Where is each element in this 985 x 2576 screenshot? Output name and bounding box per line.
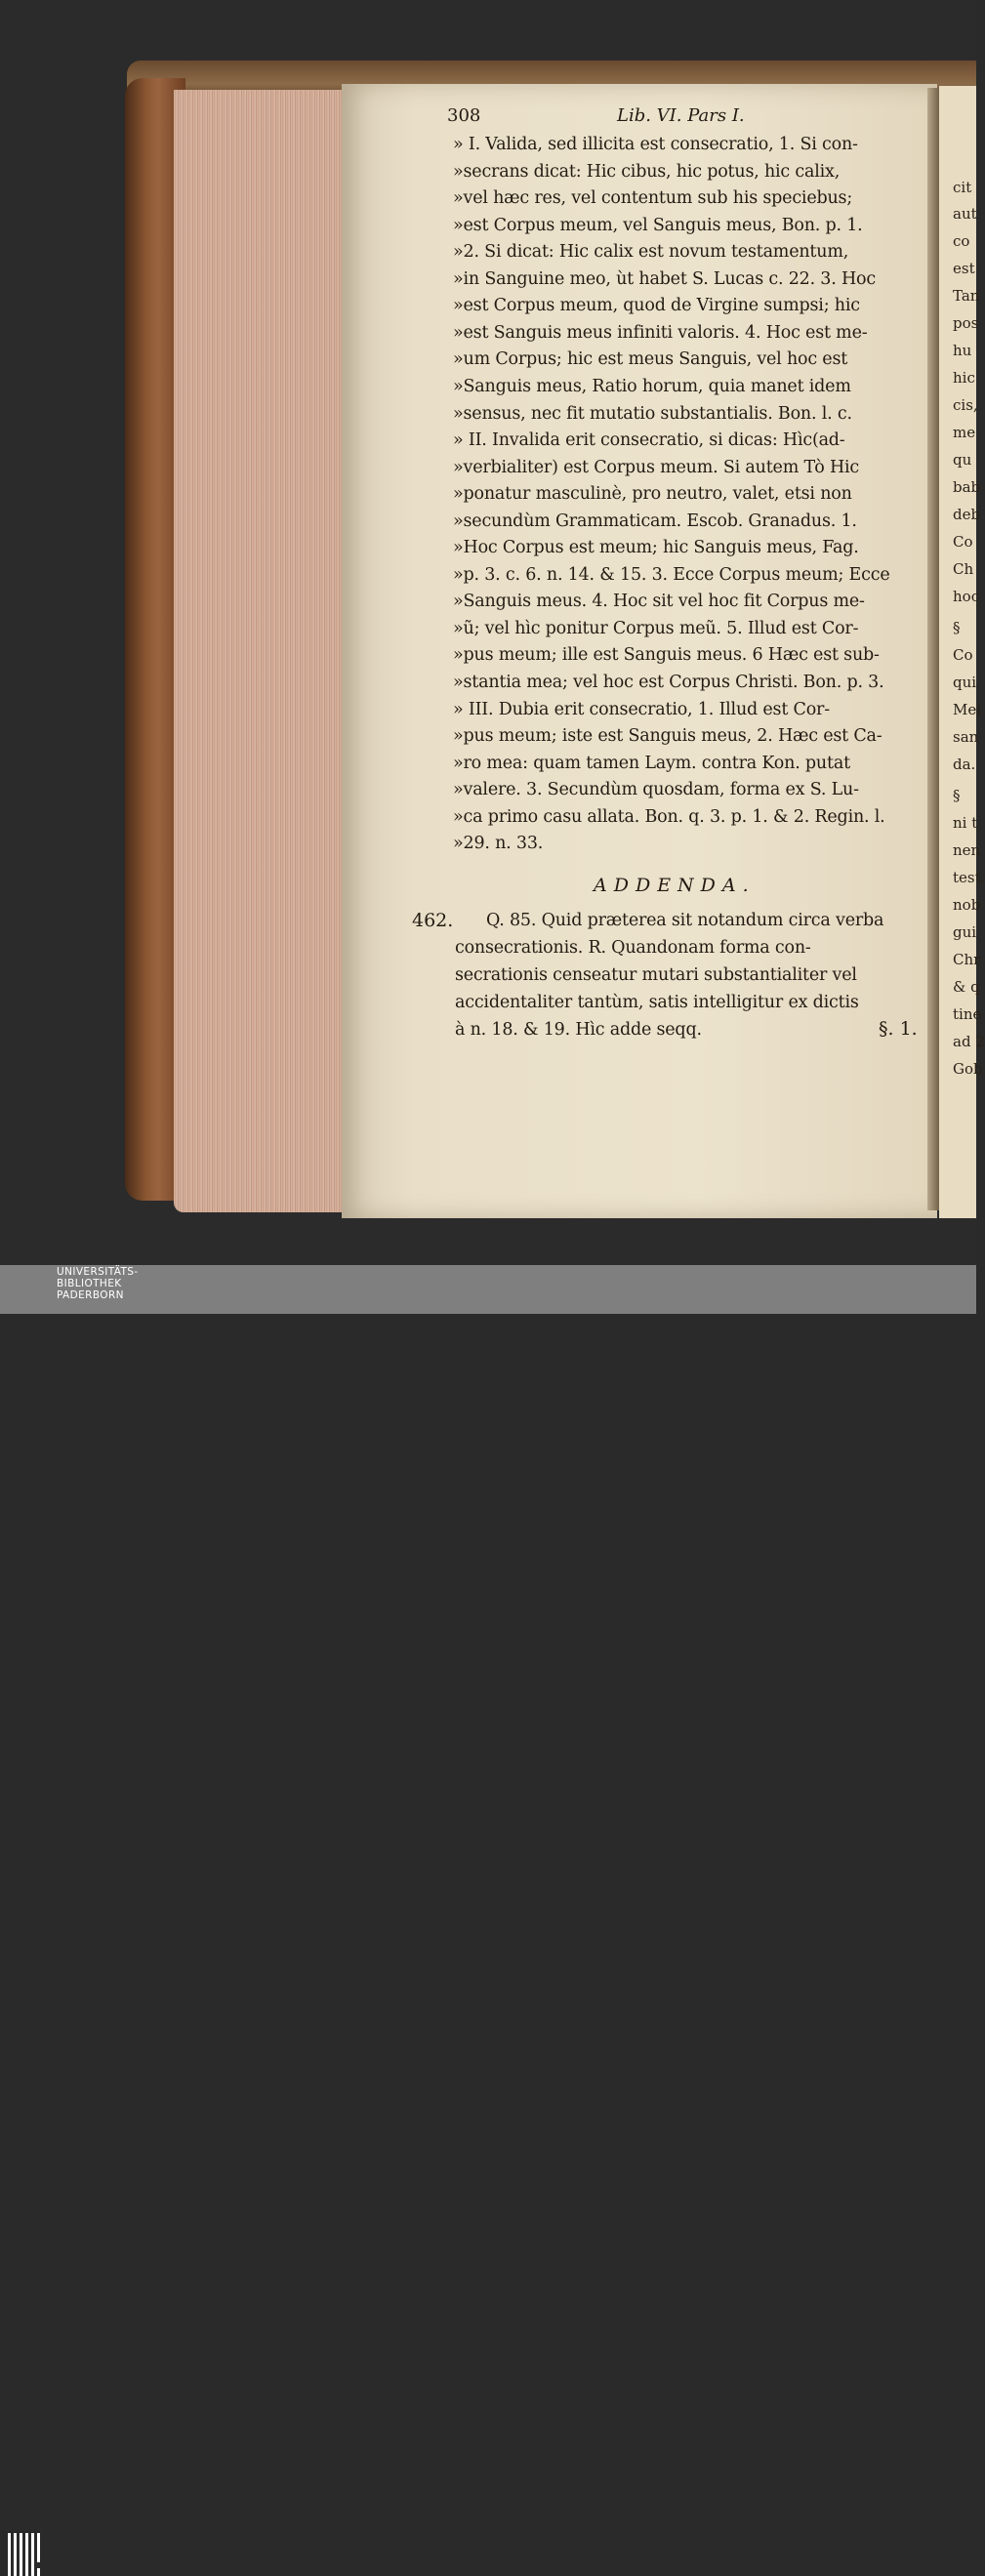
footer-bar — [0, 1265, 976, 1314]
signature-mark: §. 1. — [879, 1018, 918, 1040]
facing-page-fragment: cis, — [953, 396, 978, 414]
paragraph-number: 462. — [412, 910, 454, 931]
text-line: »2. Si dicat: Hic calix est novum testamentum, — [453, 242, 849, 263]
facing-page-fragment: tine — [953, 1005, 982, 1023]
text-line: » II. Invalida erit consecratio, si dicas: Hìc(ad- — [453, 430, 845, 451]
facing-page-fragment: ni t — [953, 814, 978, 832]
facing-page-fragment: deb — [953, 506, 981, 523]
facing-page-fragment: Co — [953, 533, 973, 551]
facing-page-fragment: gui — [953, 923, 977, 941]
library-logo-icon — [8, 2533, 49, 2576]
text-line: »Sanguis meus. 4. Hoc sit vel hoc fit Corpus me- — [453, 592, 865, 612]
text-line: »est Corpus meum, vel Sanguis meus, Bon. p. 1. — [453, 215, 863, 235]
facing-page-fragment: ad 2 — [953, 1033, 985, 1050]
text-line: »sensus, nec fit mutatio substantialis. Bon. l. c. — [453, 403, 852, 424]
text-line: »p. 3. c. 6. n. 14. & 15. 3. Ecce Corpus meum; Ecce — [453, 564, 890, 585]
addenda-heading: ADDENDA. — [594, 875, 756, 896]
facing-page-fragment: da. — [953, 756, 976, 773]
facing-page-fragment: hu — [953, 342, 972, 359]
facing-page-fragment: § — [953, 619, 961, 636]
text-line: »stantia mea; vel hoc est Corpus Christi. Bon. p. 3. — [453, 673, 884, 692]
facing-page-fragment: cit — [953, 179, 972, 196]
text-line: »pus meum; iste est Sanguis meus, 2. Hæc est Ca- — [453, 726, 882, 747]
text-line: »valere. 3. Secundùm quosdam, forma ex S. Lu- — [453, 780, 859, 800]
facing-page-fragment: Co — [953, 646, 973, 664]
facing-page-fragment: nen — [953, 841, 981, 859]
library-name-line3: PADERBORN — [57, 1289, 124, 1301]
facing-page-fragment: Gob — [953, 1060, 983, 1078]
facing-page-fragment: pos — [953, 314, 979, 332]
facing-page-fragment: hic — [953, 369, 975, 387]
text-line: »in Sanguine meo, ùt habet S. Lucas c. 22. 3. Hoc — [453, 268, 876, 289]
text-line: » III. Dubia erit consecratio, 1. Illud est Cor- — [453, 699, 830, 719]
text-line: »secrans dicat: Hic cibus, hic potus, hic calix, — [453, 161, 841, 182]
facing-page-fragment: est — [953, 260, 975, 277]
text-line: »est Sanguis meus infiniti valoris. 4. Hoc est me- — [453, 322, 868, 343]
library-name-line1: UNIVERSITÄTS- — [57, 1266, 139, 1278]
facing-page-fragment: bab — [953, 478, 981, 496]
text-line: »secundùm Grammaticam. Escob. Granadus. 1. — [453, 511, 857, 531]
facing-page-fragment: qui — [953, 674, 977, 691]
facing-page-fragment: Chr — [953, 951, 981, 968]
text-line: »Hoc Corpus est meum; hic Sanguis meus, Fag. — [453, 538, 859, 558]
text-line: »um Corpus; hic est meus Sanguis, vel hoc est — [453, 349, 848, 370]
facing-page-fragment: me — [953, 424, 976, 441]
addenda-line: consecrationis. R. Quandonam forma con- — [455, 938, 811, 958]
library-name-line2: BIBLIOTHEK — [57, 1278, 122, 1289]
text-line: »ponatur masculinè, pro neutro, valet, etsi non — [453, 484, 852, 505]
text-line: »ro mea: quam tamen Laym. contra Kon. putat — [453, 753, 850, 773]
page-number: 308 — [447, 105, 481, 126]
text-line: »29. n. 33. — [453, 834, 544, 854]
text-line: »Sanguis meus, Ratio horum, quia manet idem — [453, 376, 851, 396]
text-line: »est Corpus meum, quod de Virgine sumpsi; hic — [453, 296, 860, 316]
facing-page-fragment: qu — [953, 451, 972, 469]
facing-page — [939, 86, 985, 1218]
page-edges — [174, 90, 349, 1212]
text-line: » I. Valida, sed illicita est consecratio, 1. Si con- — [453, 135, 858, 154]
running-head: Lib. VI. Pars I. — [617, 105, 745, 126]
addenda-line: secrationis censeatur mutari substantialiter vel — [455, 965, 857, 985]
facing-page-fragment: test. — [953, 869, 985, 886]
facing-page-fragment: aut — [953, 205, 977, 223]
facing-page-fragment: co — [953, 232, 970, 250]
text-line: »ca primo casu allata. Bon. q. 3. p. 1. & 2. Regin. l. — [453, 806, 885, 827]
facing-page-fragment: § — [953, 787, 961, 804]
facing-page-fragment: san — [953, 728, 979, 746]
facing-page-fragment: & q — [953, 978, 980, 996]
book-photograph — [0, 0, 985, 1265]
text-line: »vel hæc res, vel contentum sub his speciebus; — [453, 188, 853, 209]
text-line: »pus meum; ille est Sanguis meus. 6 Hæc est sub- — [453, 645, 880, 666]
facing-page-fragment: nob — [953, 896, 981, 914]
addenda-line: Q. 85. Quid præterea sit notandum circa verba — [486, 911, 884, 930]
addenda-line: à n. 18. & 19. Hìc adde seqq. — [455, 1020, 702, 1040]
text-line: »verbialiter) est Corpus meum. Si autem Tò Hic — [453, 457, 860, 477]
text-line: »ũ; vel hìc ponitur Corpus meũ. 5. Illud est Cor- — [453, 618, 859, 638]
facing-page-fragment: Mei — [953, 701, 982, 718]
facing-page-fragment: Ch — [953, 560, 974, 578]
addenda-line: accidentaliter tantùm, satis intelligitur ex dictis — [455, 993, 859, 1012]
facing-page-fragment: hoc — [953, 588, 980, 605]
facing-page-fragment: Tan — [953, 287, 980, 305]
